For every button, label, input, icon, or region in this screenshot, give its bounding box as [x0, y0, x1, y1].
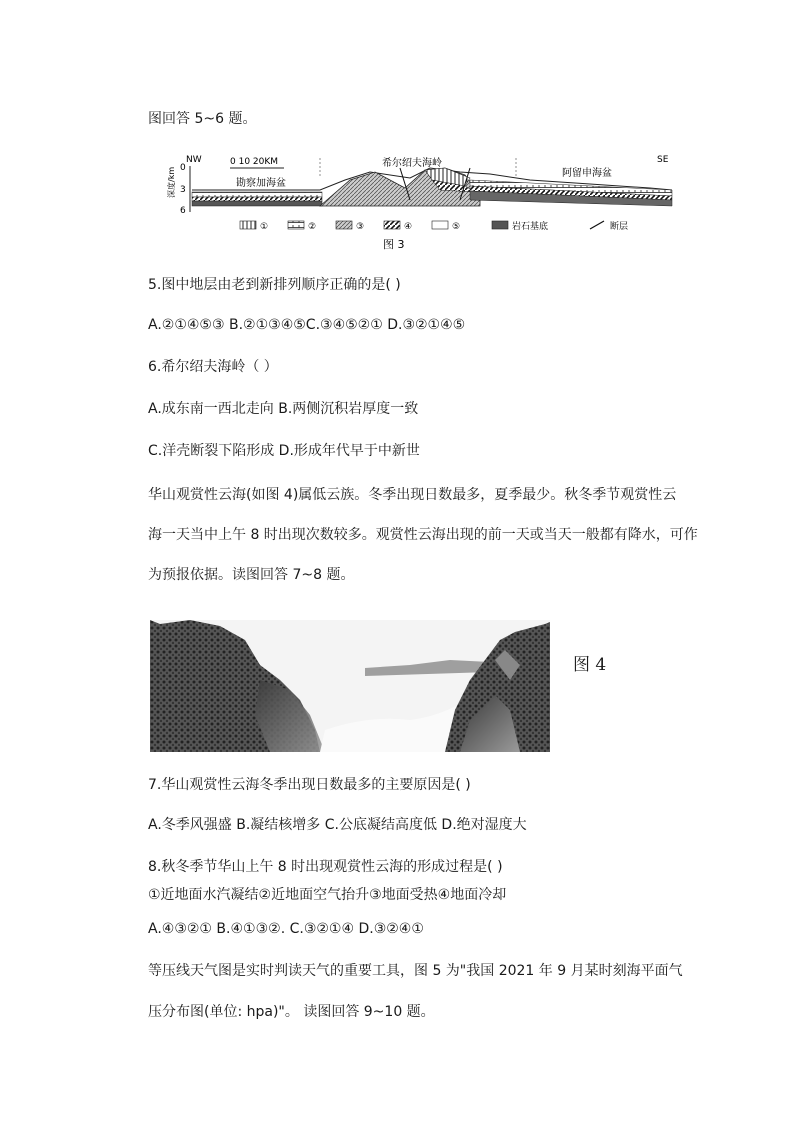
depth-axis-label: 深度/km [167, 166, 176, 198]
passage-isobar-l2: 压分布图(单位: hpa)"。 读图回答 9~10 题。 [148, 1004, 435, 1020]
passage-huashan-l2: 海一天当中上午 8 时出现次数较多。观赏性云海出现的前一天或当天一般都有降水，可作 [148, 527, 698, 543]
legend-2: ② [308, 222, 317, 232]
legend-4: ④ [404, 222, 413, 232]
q6-options-ab: A.成东南一西北走向 B.两侧沉积岩厚度一致 [148, 401, 419, 417]
passage-isobar-l1: 等压线天气图是实时判读天气的重要工具，图 5 为"我国 2021 年 9 月某时刻海平面气 [148, 963, 683, 979]
legend-5: ⑤ [452, 222, 461, 232]
q5-options: A.②①④⑤③ B.②①③④⑤C.③④⑤②① D.③②①④⑤ [148, 317, 466, 333]
figure-4-cloud-sea-photo [150, 620, 550, 752]
q8-options: A.④③②① B.④①③②. C.③②①④ D.③②④① [148, 921, 424, 937]
legend-1: ① [260, 222, 269, 232]
se-label: SE [657, 155, 669, 165]
legend-fault: 断层 [610, 222, 629, 232]
figure-3-legend [240, 220, 628, 232]
q7-stem: 7.华山观赏性云海冬季出现日数最多的主要原因是( ) [148, 777, 471, 793]
q6-options-cd: C.洋壳断裂下陷形成 D.形成年代早于中新世 [148, 443, 420, 459]
depth-tick-3: 3 [180, 185, 186, 195]
q6-stem: 6.希尔绍夫海岭（ ） [148, 359, 278, 375]
scale-label: 0 10 20KM [230, 157, 279, 167]
passage-huashan-l3: 为预报依据。读图回答 7~8 题。 [148, 567, 355, 583]
passage-huashan-l1: 华山观赏性云海(如图 4)属低云族。冬季出现日数最多，夏季最少。秋冬季节观赏性云 [148, 487, 677, 503]
figure-3-cross-section [167, 150, 675, 255]
legend-3: ③ [356, 222, 365, 232]
figure-4-caption: 图 4 [573, 655, 607, 675]
figure-3-caption: 图 3 [383, 238, 405, 251]
nw-label: NW [186, 155, 202, 165]
basin-left-label: 勘察加海盆 [236, 178, 286, 189]
ridge-label: 希尔绍夫海岭 [382, 158, 442, 169]
basin-right-label: 阿留申海盆 [562, 168, 612, 179]
q8-steps: ①近地面水汽凝结②近地面空气抬升③地面受热④地面冷却 [148, 887, 507, 903]
q7-options: A.冬季风强盛 B.凝结核增多 C.公底凝结高度低 D.绝对湿度大 [148, 817, 527, 833]
intro-q5-6: 图回答 5~6 题。 [148, 111, 257, 127]
depth-tick-6: 6 [180, 206, 186, 216]
q8-stem: 8.秋冬季节华山上午 8 时出现观赏性云海的形成过程是( ) [148, 859, 503, 875]
legend-bedrock: 岩石基底 [512, 222, 549, 232]
depth-tick-0: 0 [180, 163, 186, 173]
q5-stem: 5.图中地层由老到新排列顺序正确的是( ) [148, 277, 401, 293]
